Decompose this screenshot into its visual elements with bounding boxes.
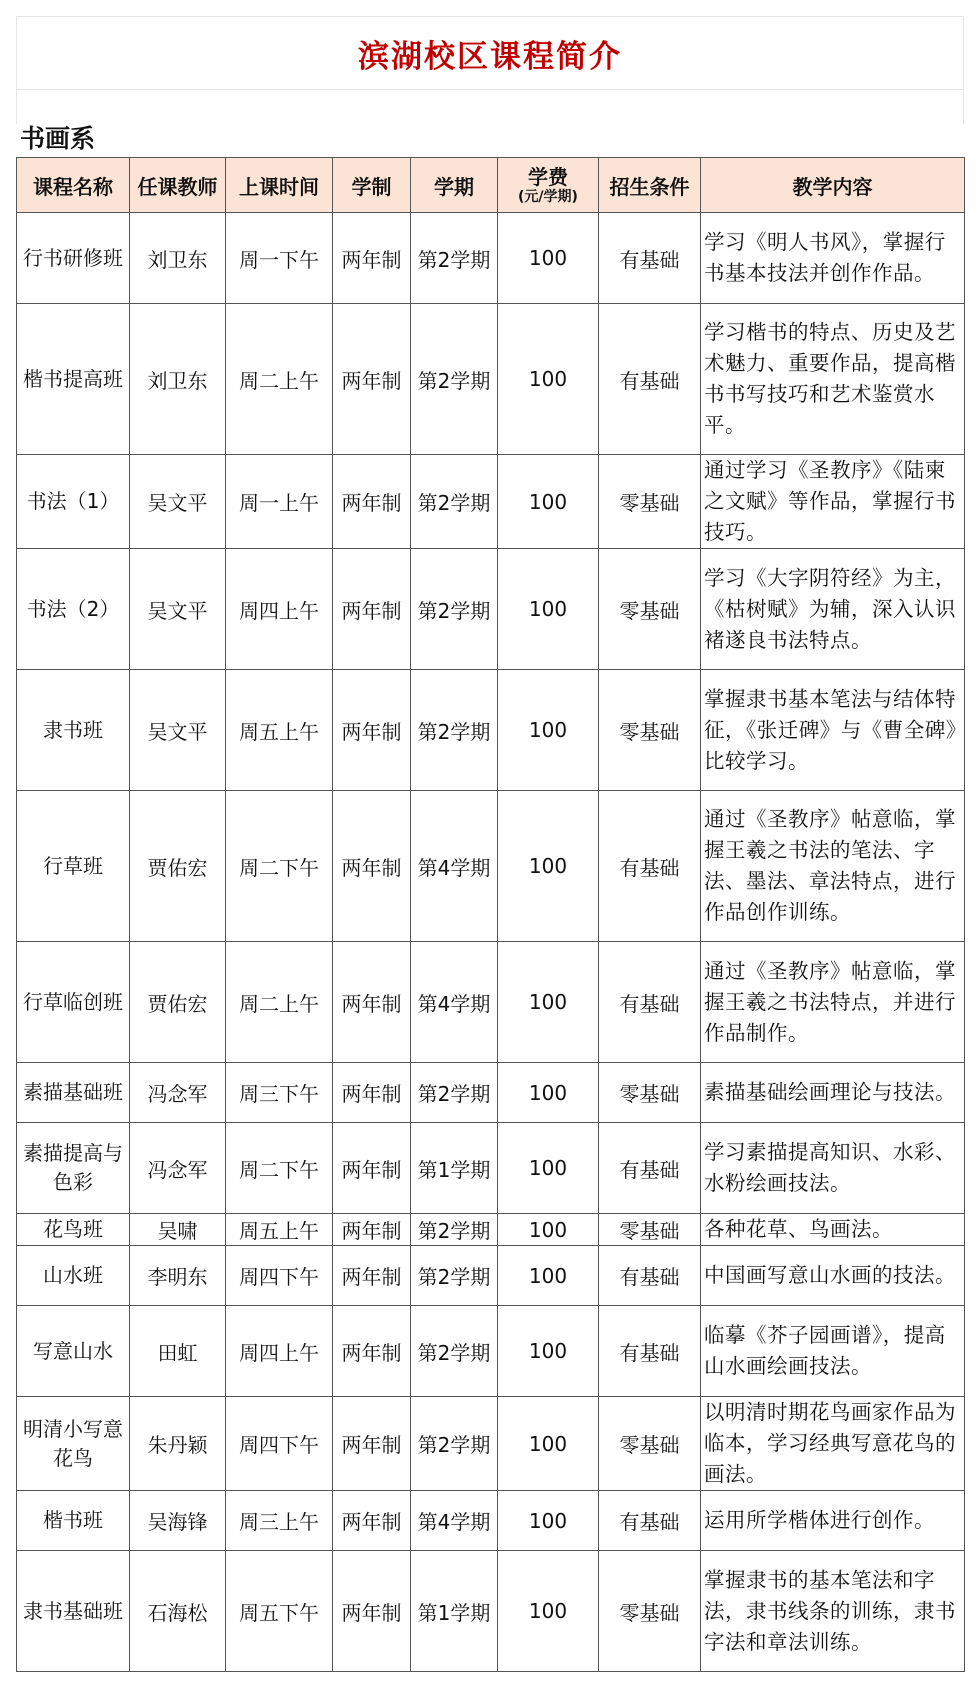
table-row (17, 1063, 965, 1123)
cell-teacher: 李明东 (130, 1246, 226, 1306)
cell-time: 周五下午 (226, 1551, 333, 1672)
cell-condition: 有基础 (599, 1306, 701, 1397)
table-row (17, 1551, 965, 1672)
header-time: 上课时间 (226, 158, 333, 213)
cell-fee: 100 (498, 1214, 599, 1246)
cell-content: 掌握隶书基本笔法与结体特征，《张迁碑》与《曹全碑》比较学习。 (701, 670, 965, 791)
cell-condition: 零基础 (599, 1214, 701, 1246)
cell-term: 第2学期 (411, 549, 498, 670)
cell-time: 周一下午 (226, 213, 333, 304)
cell-term: 第2学期 (411, 670, 498, 791)
cell-term: 第2学期 (411, 1306, 498, 1397)
cell-term: 第1学期 (411, 1123, 498, 1214)
cell-system: 两年制 (333, 942, 411, 1063)
cell-name: 行书研修班 (17, 213, 130, 304)
cell-system: 两年制 (333, 455, 411, 549)
cell-name: 隶书班 (17, 670, 130, 791)
cell-content: 临摹《芥子园画谱》，提高山水画绘画技法。 (701, 1306, 965, 1397)
cell-condition: 零基础 (599, 549, 701, 670)
cell-condition: 零基础 (599, 670, 701, 791)
cell-time: 周五上午 (226, 670, 333, 791)
cell-fee: 100 (498, 549, 599, 670)
cell-system: 两年制 (333, 304, 411, 455)
cell-content: 学习楷书的特点、历史及艺术魅力、重要作品，提高楷书书写技巧和艺术鉴赏水平。 (701, 304, 965, 455)
header-teacher: 任课教师 (130, 158, 226, 213)
cell-content: 素描基础绘画理论与技法。 (701, 1063, 965, 1123)
cell-term: 第4学期 (411, 791, 498, 942)
cell-time: 周二上午 (226, 942, 333, 1063)
cell-fee: 100 (498, 1397, 599, 1491)
cell-teacher: 贾佑宏 (130, 942, 226, 1063)
cell-name: 行草临创班 (17, 942, 130, 1063)
cell-condition: 零基础 (599, 455, 701, 549)
header-term: 学期 (411, 158, 498, 213)
cell-time: 周五上午 (226, 1214, 333, 1246)
cell-term: 第2学期 (411, 455, 498, 549)
course-table (16, 157, 965, 1672)
cell-term: 第2学期 (411, 213, 498, 304)
cell-term: 第4学期 (411, 942, 498, 1063)
cell-system: 两年制 (333, 1214, 411, 1246)
cell-fee: 100 (498, 670, 599, 791)
cell-teacher: 吴文平 (130, 549, 226, 670)
table-row (17, 1214, 965, 1246)
cell-term: 第4学期 (411, 1491, 498, 1551)
table-row (17, 942, 965, 1063)
cell-teacher: 吴文平 (130, 670, 226, 791)
cell-term: 第2学期 (411, 1397, 498, 1491)
header-system: 学制 (333, 158, 411, 213)
cell-teacher: 刘卫东 (130, 213, 226, 304)
header-fee-label: 学费 (528, 165, 568, 189)
cell-system: 两年制 (333, 1491, 411, 1551)
cell-time: 周四上午 (226, 549, 333, 670)
cell-system: 两年制 (333, 213, 411, 304)
table-row (17, 791, 965, 942)
table-row (17, 213, 965, 304)
table-row (17, 304, 965, 455)
cell-system: 两年制 (333, 1397, 411, 1491)
table-row (17, 1246, 965, 1306)
cell-content: 学习《明人书风》，掌握行书基本技法并创作作品。 (701, 213, 965, 304)
header-fee (498, 158, 599, 213)
cell-fee: 100 (498, 791, 599, 942)
header-fee-unit: (元/学期) (518, 189, 578, 205)
cell-fee: 100 (498, 1123, 599, 1214)
cell-teacher: 贾佑宏 (130, 791, 226, 942)
cell-time: 周四下午 (226, 1397, 333, 1491)
cell-system: 两年制 (333, 1063, 411, 1123)
cell-condition: 有基础 (599, 791, 701, 942)
cell-term: 第1学期 (411, 1551, 498, 1672)
cell-condition: 零基础 (599, 1063, 701, 1123)
cell-time: 周一上午 (226, 455, 333, 549)
cell-term: 第2学期 (411, 304, 498, 455)
cell-teacher: 田虹 (130, 1306, 226, 1397)
cell-condition: 有基础 (599, 942, 701, 1063)
cell-content: 中国画写意山水画的技法。 (701, 1246, 965, 1306)
cell-time: 周四上午 (226, 1306, 333, 1397)
cell-condition: 有基础 (599, 1123, 701, 1214)
table-row (17, 549, 965, 670)
cell-term: 第2学期 (411, 1214, 498, 1246)
cell-condition: 有基础 (599, 213, 701, 304)
cell-time: 周三上午 (226, 1491, 333, 1551)
cell-time: 周二上午 (226, 304, 333, 455)
spacer (16, 90, 964, 124)
table-row (17, 1123, 965, 1214)
table-row (17, 1306, 965, 1397)
cell-system: 两年制 (333, 1123, 411, 1214)
section-heading: 书画系 (20, 124, 96, 153)
cell-condition: 有基础 (599, 1246, 701, 1306)
cell-system: 两年制 (333, 670, 411, 791)
cell-fee: 100 (498, 942, 599, 1063)
cell-time: 周四下午 (226, 1246, 333, 1306)
cell-name: 山水班 (17, 1246, 130, 1306)
cell-fee: 100 (498, 1063, 599, 1123)
header-content: 教学内容 (701, 158, 965, 213)
table-row (17, 1491, 965, 1551)
cell-system: 两年制 (333, 1551, 411, 1672)
cell-content: 学习《大字阴符经》为主，《枯树赋》为辅，深入认识褚遂良书法特点。 (701, 549, 965, 670)
cell-time: 周二下午 (226, 1123, 333, 1214)
cell-content: 以明清时期花鸟画家作品为临本，学习经典写意花鸟的画法。 (701, 1397, 965, 1491)
cell-term: 第2学期 (411, 1246, 498, 1306)
cell-fee: 100 (498, 455, 599, 549)
cell-content: 通过《圣教序》帖意临，掌握王羲之书法的笔法、字法、墨法、章法特点，进行作品创作训练。 (701, 791, 965, 942)
table-row (17, 455, 965, 549)
cell-fee: 100 (498, 1306, 599, 1397)
cell-content: 学习素描提高知识、水彩、水粉绘画技法。 (701, 1123, 965, 1214)
table-row (17, 1397, 965, 1491)
cell-content: 掌握隶书的基本笔法和字法，隶书线条的训练，隶书字法和章法训练。 (701, 1551, 965, 1672)
cell-teacher: 刘卫东 (130, 304, 226, 455)
cell-content: 通过学习《圣教序》《陆柬之文赋》等作品，掌握行书技巧。 (701, 455, 965, 549)
title-box (16, 16, 964, 90)
cell-teacher: 吴海锋 (130, 1491, 226, 1551)
cell-name: 行草班 (17, 791, 130, 942)
cell-fee: 100 (498, 213, 599, 304)
cell-name: 素描基础班 (17, 1063, 130, 1123)
cell-condition: 有基础 (599, 1491, 701, 1551)
cell-name: 明清小写意花鸟 (17, 1397, 130, 1491)
cell-content: 通过《圣教序》帖意临，掌握王羲之书法特点，并进行作品制作。 (701, 942, 965, 1063)
header-course-name: 课程名称 (17, 158, 130, 213)
cell-name: 隶书基础班 (17, 1551, 130, 1672)
page-title: 滨湖校区课程简介 (358, 38, 622, 75)
cell-fee: 100 (498, 1551, 599, 1672)
cell-name: 楷书班 (17, 1491, 130, 1551)
cell-name: 写意山水 (17, 1306, 130, 1397)
cell-teacher: 石海松 (130, 1551, 226, 1672)
cell-name: 楷书提高班 (17, 304, 130, 455)
cell-teacher: 吴啸 (130, 1214, 226, 1246)
header-condition: 招生条件 (599, 158, 701, 213)
cell-condition: 零基础 (599, 1551, 701, 1672)
cell-name: 书法（2） (17, 549, 130, 670)
cell-content: 各种花草、鸟画法。 (701, 1214, 965, 1246)
cell-fee: 100 (498, 1246, 599, 1306)
cell-time: 周二下午 (226, 791, 333, 942)
cell-name: 花鸟班 (17, 1214, 130, 1246)
cell-teacher: 朱丹颖 (130, 1397, 226, 1491)
cell-system: 两年制 (333, 1306, 411, 1397)
cell-content: 运用所学楷体进行创作。 (701, 1491, 965, 1551)
table-row (17, 670, 965, 791)
cell-term: 第2学期 (411, 1063, 498, 1123)
cell-fee: 100 (498, 1491, 599, 1551)
cell-teacher: 冯念军 (130, 1063, 226, 1123)
cell-system: 两年制 (333, 791, 411, 942)
header-row (17, 158, 965, 213)
cell-time: 周三下午 (226, 1063, 333, 1123)
cell-name: 素描提高与色彩 (17, 1123, 130, 1214)
cell-teacher: 吴文平 (130, 455, 226, 549)
cell-fee: 100 (498, 304, 599, 455)
cell-condition: 有基础 (599, 304, 701, 455)
cell-system: 两年制 (333, 1246, 411, 1306)
cell-system: 两年制 (333, 549, 411, 670)
cell-condition: 零基础 (599, 1397, 701, 1491)
cell-teacher: 冯念军 (130, 1123, 226, 1214)
cell-name: 书法（1） (17, 455, 130, 549)
